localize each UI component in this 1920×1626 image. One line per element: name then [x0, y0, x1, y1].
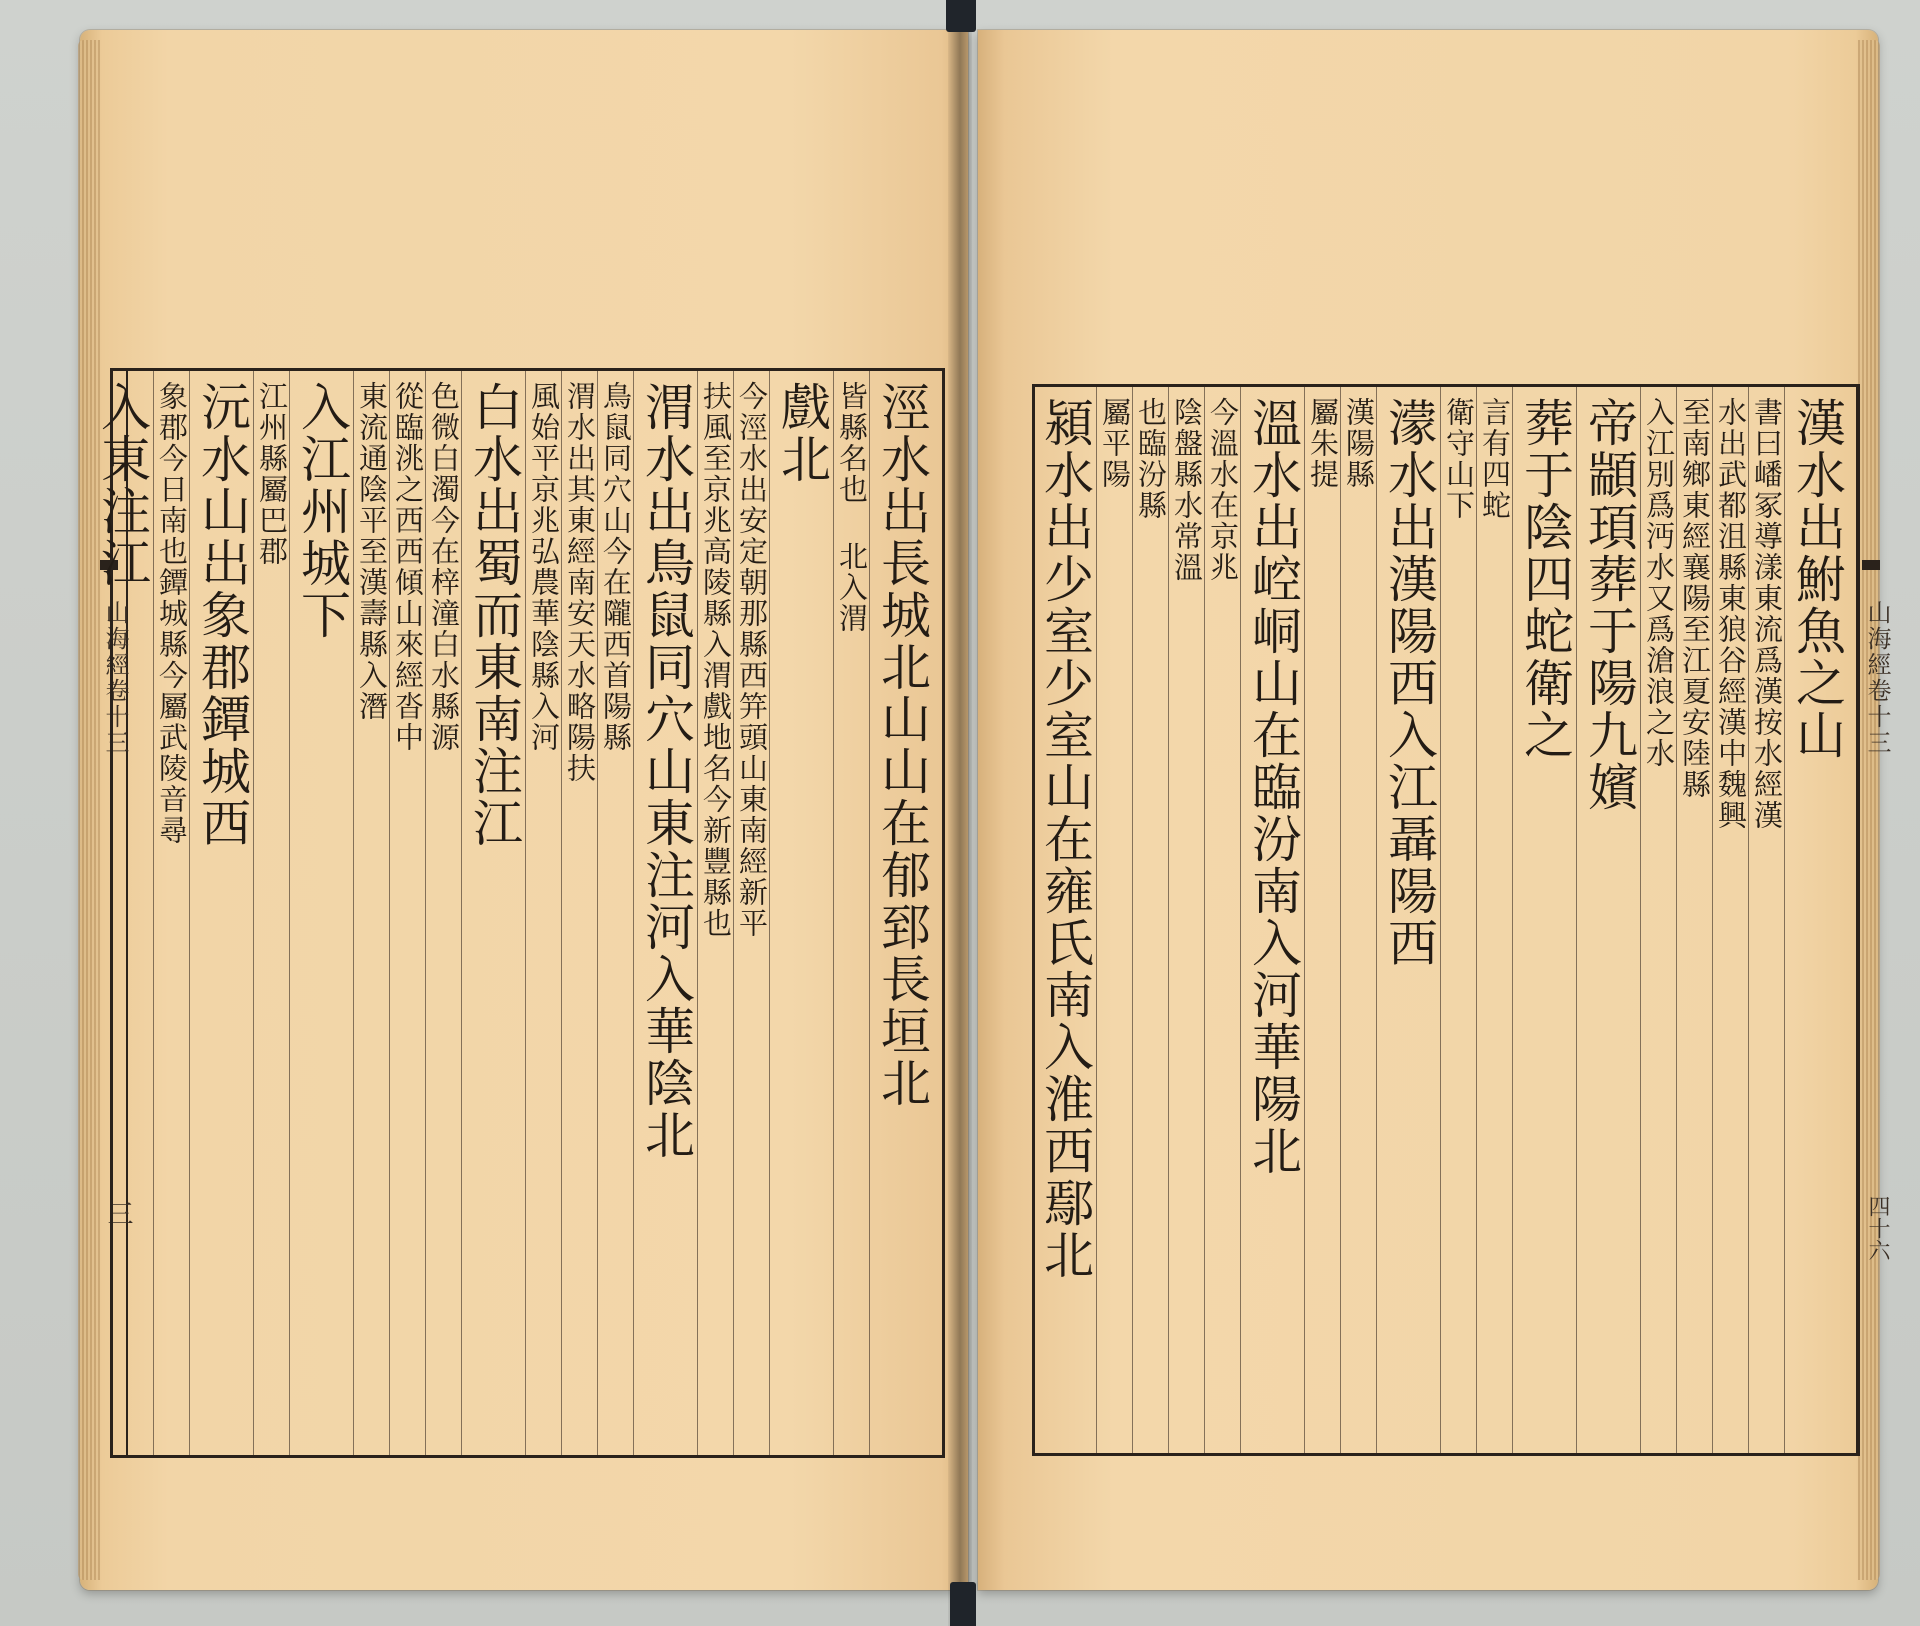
right-text-frame [1032, 384, 1860, 1456]
column-rule [1204, 387, 1205, 1453]
annotation-column: 屬平陽 [1098, 397, 1132, 490]
text-column: 溫水出崆峒山在臨汾南入河華陽北 [1244, 397, 1302, 1177]
column-rule [461, 371, 462, 1455]
column-rule [733, 371, 734, 1455]
annotation-column: 書曰嶓冢導漾東流爲漢按水經漢 [1750, 397, 1784, 831]
book-spine [948, 0, 972, 1626]
fish-tail-mark [1862, 560, 1880, 574]
column-rule [1376, 387, 1377, 1453]
top-binding-tab [946, 0, 976, 32]
column-rule [1712, 387, 1713, 1453]
annotation-column: 江州縣屬巴郡 [255, 381, 289, 567]
annotation-column: 漢陽縣 [1342, 397, 1376, 490]
column-rule [189, 371, 190, 1455]
annotation-column: 今涇水出安定朝那縣西笄頭山東南經新平 [735, 381, 769, 939]
annotation-column: 陰盤縣水常溫 [1170, 397, 1204, 583]
text-column: 帝顓頊葬于陽九嬪 [1580, 397, 1638, 813]
column-rule [633, 371, 634, 1455]
column-rule [1676, 387, 1677, 1453]
text-column: 葬于陰四蛇衛之 [1516, 397, 1574, 761]
column-rule [1096, 387, 1097, 1453]
column-rule [1748, 387, 1749, 1453]
column-rule [1476, 387, 1477, 1453]
text-column: 涇水出長城北山山在郁郅長垣北 [873, 381, 931, 1109]
text-column: 入東注江 [93, 381, 151, 589]
column-rule [289, 371, 290, 1455]
right-page-number: 四十六 [1865, 1195, 1890, 1261]
column-rule [525, 371, 526, 1455]
column-rule [153, 371, 154, 1455]
column-rule [1168, 387, 1169, 1453]
column-rule [769, 371, 770, 1455]
annotation-column: 象郡今日南也鐔城縣今屬武陵音尋 [155, 381, 189, 846]
column-rule [389, 371, 390, 1455]
column-rule [1304, 387, 1305, 1453]
column-rule [597, 371, 598, 1455]
annotation-column: 從臨洮之西西傾山來經沓中 [391, 381, 425, 753]
left-page-number: 三 [103, 1200, 133, 1226]
annotation-column: 言有四蛇 [1478, 397, 1512, 521]
column-rule [353, 371, 354, 1455]
column-rule [253, 371, 254, 1455]
column-rule [833, 371, 834, 1455]
text-column: 潁水出少室少室山在雍氏南入淮西鄢北 [1036, 397, 1094, 1281]
annotation-column: 水出武都沮縣東狼谷經漢中魏興 [1714, 397, 1748, 831]
column-rule [697, 371, 698, 1455]
left-banxin-label: 山海經卷十三 [101, 600, 129, 756]
column-rule [1576, 387, 1577, 1453]
annotation-column: 鳥鼠同穴山今在隴西首陽縣 [599, 381, 633, 753]
column-rule [561, 371, 562, 1455]
annotation-column: 扶風至京兆高陵縣入渭戲地名今新豐縣也 [699, 381, 733, 939]
annotation-column: 皆縣名也 北入渭 [835, 381, 869, 634]
text-column: 沅水山出象郡鐔城西 [193, 381, 251, 849]
text-column: 白水出蜀而東南注江 [465, 381, 523, 849]
text-column: 戲北 [773, 381, 831, 485]
column-rule [425, 371, 426, 1455]
column-rule [1132, 387, 1133, 1453]
text-column: 入江州城下 [293, 381, 351, 641]
column-rule [1512, 387, 1513, 1453]
column-rule [1640, 387, 1641, 1453]
annotation-column: 東流通陰平至漢壽縣入潛 [355, 381, 389, 722]
column-rule [1240, 387, 1241, 1453]
column-rule [1340, 387, 1341, 1453]
right-banxin-label: 山海經卷十三 [1863, 600, 1891, 756]
column-rule [1440, 387, 1441, 1453]
text-column: 濛水出漢陽西入江聶陽西 [1380, 397, 1438, 969]
annotation-column: 色微白濁今在梓潼白水縣源 [427, 381, 461, 753]
bottom-binding-tab [950, 1582, 976, 1626]
right-banxin [1856, 384, 1888, 1456]
annotation-column: 至南鄉東經襄陽至江夏安陸縣 [1678, 397, 1712, 800]
annotation-column: 渭水出其東經南安天水略陽扶 [563, 381, 597, 784]
text-column: 渭水出鳥鼠同穴山東注河入華陰北 [637, 381, 695, 1161]
left-text-frame [93, 368, 945, 1458]
column-rule [869, 371, 870, 1455]
annotation-column: 今溫水在京兆 [1206, 397, 1240, 583]
annotation-column: 衛守山下 [1442, 397, 1476, 521]
annotation-column: 也臨汾縣 [1134, 397, 1168, 521]
annotation-column: 入江別爲沔水又爲滄浪之水 [1642, 397, 1676, 769]
text-column: 漢水出鮒魚之山 [1788, 397, 1846, 761]
annotation-column: 風始平京兆弘農華陰縣入河 [527, 381, 561, 753]
annotation-column: 屬朱提 [1306, 397, 1340, 490]
column-rule [1784, 387, 1785, 1453]
